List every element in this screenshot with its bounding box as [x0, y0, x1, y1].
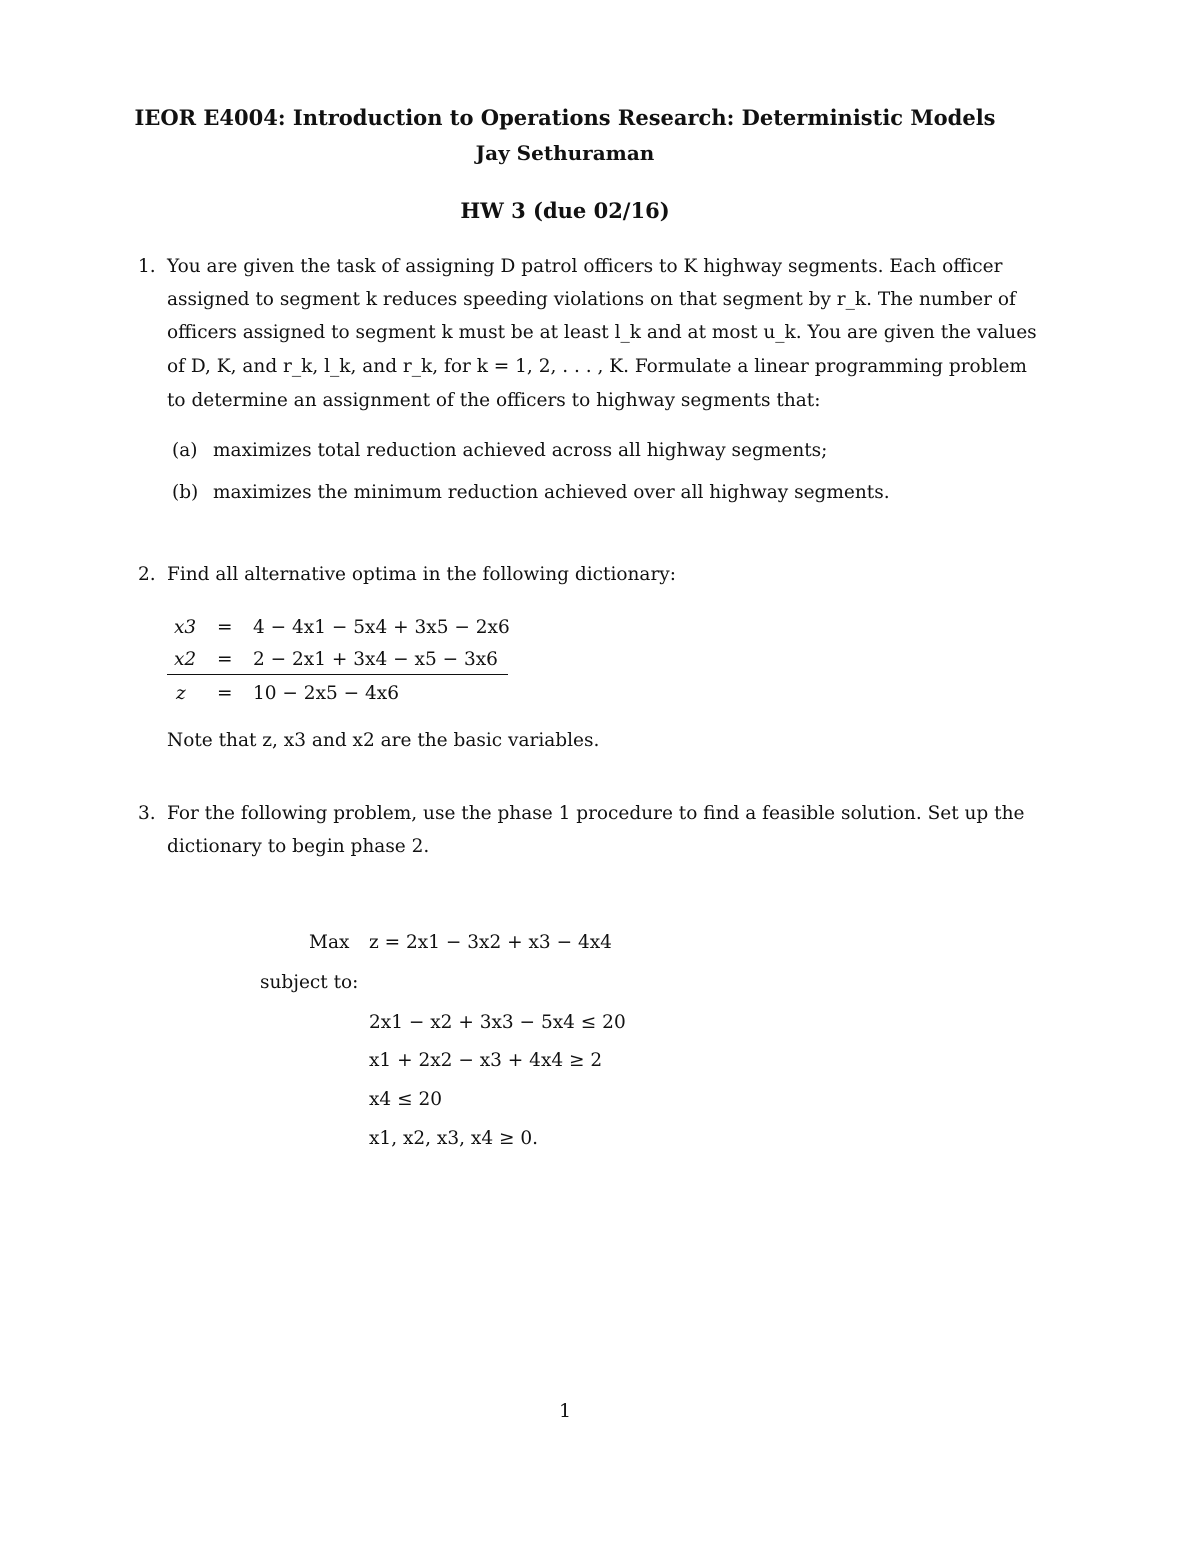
page-number: 1: [558, 1400, 572, 1422]
constraint-1: 2x1 − x2 + 3x3 − 5x4 ≤ 20: [369, 1012, 626, 1033]
problem-1-part-b-label: (b): [172, 482, 199, 503]
dictionary-row-2-eq: =: [217, 649, 233, 670]
problem-2-intro: Find all alternative optima in the following dictionary:: [167, 564, 676, 585]
problem-3-number: 3.: [138, 803, 156, 824]
constraint-2: x1 + 2x2 − x3 + 4x4 ≥ 2: [369, 1050, 603, 1071]
document-author: Jay Sethuraman: [475, 141, 655, 165]
problem-1-line-5: to determine an assignment of the officers to highway segments that:: [167, 390, 821, 411]
problem-1-line-3: officers assigned to segment k must be at least l_k and at most u_k. You are given the values: [167, 322, 1037, 343]
problem-1-part-a-label: (a): [172, 440, 198, 461]
objective-function: z = 2x1 − 3x2 + x3 − 4x4: [369, 932, 612, 953]
dictionary-row-1-lhs: x3: [174, 617, 197, 638]
problem-2-note: Note that z, x3 and x2 are the basic variables.: [167, 730, 600, 751]
problem-1-part-b-text: maximizes the minimum reduction achieved over all highway segments.: [213, 482, 890, 503]
problem-3-line-1: For the following problem, use the phase 1 procedure to find a feasible solution. Set up the: [167, 803, 1025, 824]
homework-heading: HW 3 (due 02/16): [460, 198, 670, 223]
dictionary-row-3-rhs: 10 − 2x5 − 4x6: [253, 683, 400, 704]
dictionary-row-1-rhs: 4 − 4x1 − 5x4 + 3x5 − 2x6: [253, 617, 510, 638]
document-title: IEOR E4004: Introduction to Operations Research: Deterministic Models: [134, 105, 996, 130]
problem-1-number: 1.: [138, 256, 156, 277]
constraint-3: x4 ≤ 20: [369, 1089, 443, 1110]
problem-1-line-4: of D, K, and r_k, l_k, and r_k, for k = 1, 2, . . . , K. Formulate a linear programming problem: [167, 356, 1027, 377]
dictionary-row-3-eq: =: [217, 683, 233, 704]
problem-1-line-1: You are given the task of assigning D patrol officers to K highway segments. Each officer: [167, 256, 1003, 277]
dictionary-row-2-lhs: x2: [174, 649, 197, 670]
dictionary-row-3-lhs: z: [176, 683, 186, 704]
constraint-4: x1, x2, x3, x4 ≥ 0.: [369, 1128, 539, 1149]
subject-to-label: subject to:: [260, 972, 359, 993]
dictionary-row-2-rhs: 2 − 2x1 + 3x4 − x5 − 3x6: [253, 649, 498, 670]
problem-1-part-a-text: maximizes total reduction achieved across all highway segments;: [213, 440, 828, 461]
dictionary-objective-rule: [167, 674, 508, 675]
problem-2-number: 2.: [138, 564, 156, 585]
problem-3-line-2: dictionary to begin phase 2.: [167, 836, 430, 857]
dictionary-row-1-eq: =: [217, 617, 233, 638]
objective-label: Max: [309, 932, 350, 953]
problem-1-line-2: assigned to segment k reduces speeding violations on that segment by r_k. The number of: [167, 289, 1016, 310]
